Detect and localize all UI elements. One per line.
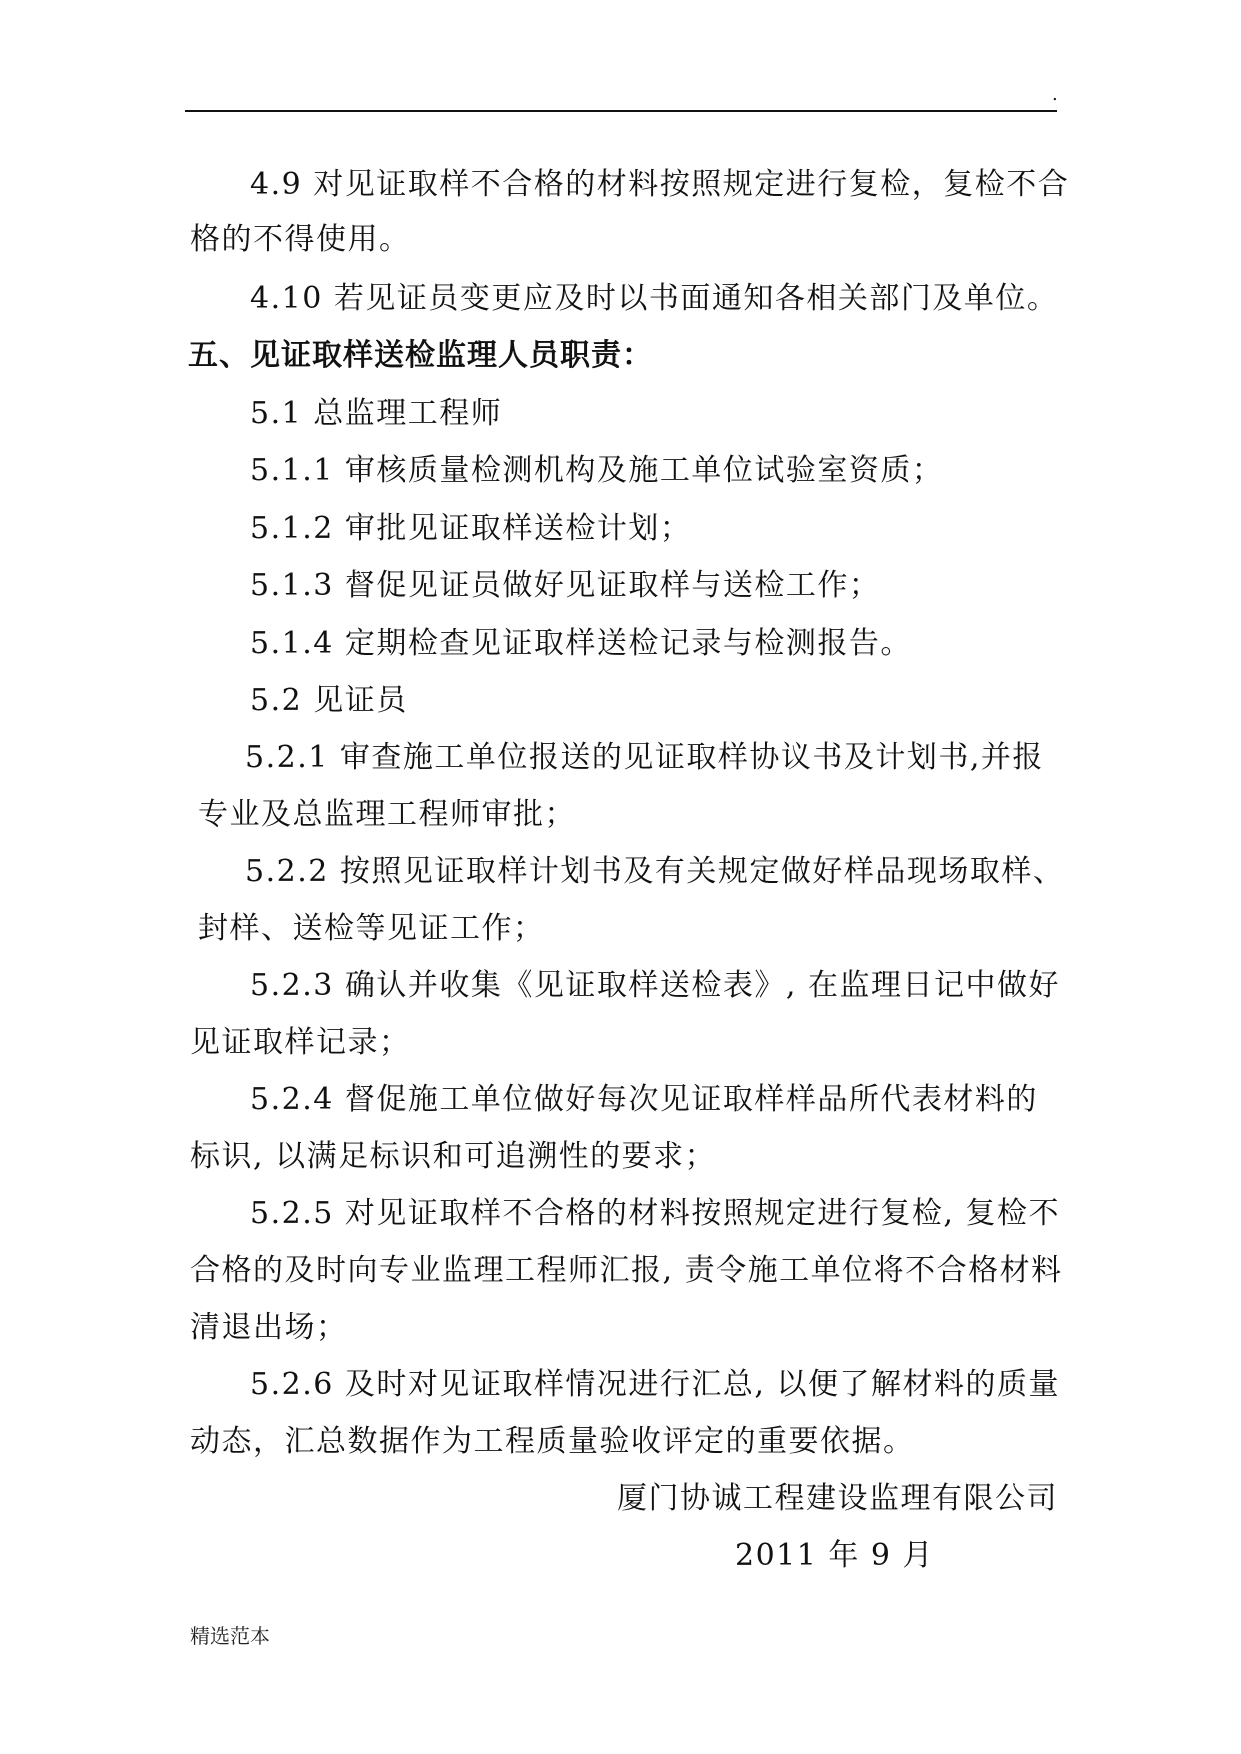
text-line: 封样、送检等见证工作； [198, 911, 545, 946]
signature-date: 2011 年 9 月 [735, 1538, 935, 1573]
text-line: 5.2.4 督促施工单位做好每次见证取样样品所代表材料的 [250, 1082, 1038, 1117]
footer-text: 精选范本 [190, 1624, 270, 1648]
text-line: 4.9 对见证取样不合格的材料按照规定进行复检，复检不合 [250, 167, 1070, 202]
header-rule [185, 110, 1057, 112]
text-line: 5.2.2 按照见证取样计划书及有关规定做好样品现场取样、 [245, 854, 1065, 889]
text-line: 清退出场； [190, 1310, 348, 1345]
text-line: 5.1.1 审核质量检测机构及施工单位试验室资质； [250, 453, 944, 488]
text-line: 5.2.6 及时对见证取样情况进行汇总, 以便了解材料的质量 [250, 1367, 1060, 1402]
text-line: 5.1.3 督促见证员做好见证取样与送检工作； [250, 568, 881, 603]
text-line: 4.10 若见证员变更应及时以书面通知各相关部门及单位。 [250, 281, 1059, 316]
text-line: 5.1 总监理工程师 [250, 396, 503, 431]
section-heading: 五、见证取样送检监理人员职责： [188, 338, 653, 373]
text-line: 5.2.1 审查施工单位报送的见证取样协议书及计划书,并报 [245, 740, 1044, 775]
header-mark: . [1052, 84, 1058, 105]
text-line: 5.2.3 确认并收集《见证取样送检表》, 在监理日记中做好 [250, 968, 1060, 1003]
text-line: 格的不得使用。 [190, 222, 411, 257]
text-line: 5.2.5 对见证取样不合格的材料按照规定进行复检, 复检不 [250, 1196, 1060, 1231]
text-line: 5.1.4 定期检查见证取样送检记录与检测报告。 [250, 626, 912, 661]
text-line: 5.2 见证员 [250, 683, 408, 718]
text-line: 见证取样记录； [190, 1025, 411, 1060]
text-line: 动态，汇总数据作为工程质量验收评定的重要依据。 [190, 1424, 915, 1459]
signature-company: 厦门协诚工程建设监理有限公司 [617, 1481, 1058, 1516]
text-line: 标识, 以满足标识和可追溯性的要求； [190, 1139, 717, 1174]
text-line: 5.1.2 审批见证取样送检计划； [250, 511, 692, 546]
text-line: 专业及总监理工程师审批； [198, 797, 576, 832]
text-line: 合格的及时向专业监理工程师汇报, 责令施工单位将不合格材料 [190, 1253, 1063, 1288]
